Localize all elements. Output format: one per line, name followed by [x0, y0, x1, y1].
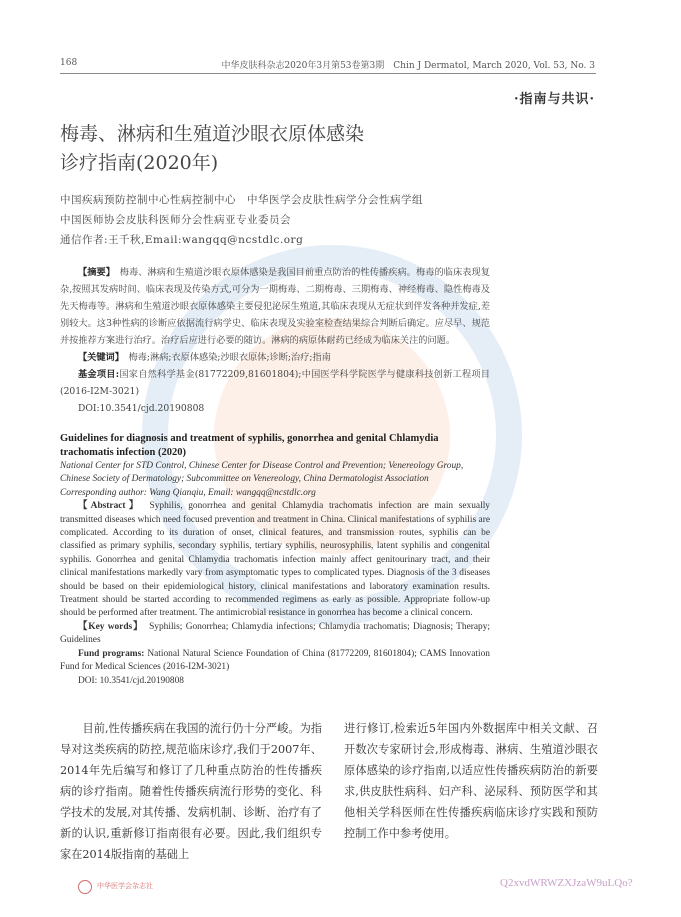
en-affiliation: National Center for STD Control, Chinese Center for Disease Control and Prevention; Venereology Group, Chinese Society of Dermatology; Subcommittee on Venereology, China Dermatologist Association — [60, 461, 464, 485]
cn-keywords-text: 梅毒;淋病;衣原体感染;沙眼衣原体;诊断;治疗;指南 — [119, 352, 331, 363]
header-rule — [60, 73, 596, 74]
en-section — [60, 432, 490, 688]
author-line-2: 中国医师协会皮肤科医师分会性病亚专业委员会 — [60, 214, 291, 226]
publisher-name: 中华医学会杂志社 — [97, 882, 153, 890]
corresponding-author: 通信作者:王千秋,Email:wangqq@ncstdlc.org — [60, 234, 304, 246]
cn-abstract — [60, 264, 490, 417]
en-title: Guidelines for diagnosis and treatment of syphilis, gonorrhea and genital Chlamydia trachomatis infection (2020) — [60, 433, 439, 458]
cn-doi: DOI:10.3541/cjd.20190808 — [78, 403, 205, 414]
cn-abstract-paragraph — [60, 264, 490, 349]
cn-keywords — [60, 349, 490, 366]
body-column-left: 目前,性传播疾病在我国的流行仍十分严峻。为指导对这类疾病的防控,规范临床诊疗,我们于2007年、2014年先后编写和修订了几种重点防治的性传播疾病的诊疗指南。随着性传播疾病流行形势的变化、科学技术的发展,对其传播、发病机制、诊断、治疗有了新的认识,重新修订指南很有必要。因此,我们组织专家在2014版指南的基础上 — [60, 722, 322, 861]
cn-keywords-label: 【关键词】 — [78, 352, 120, 363]
title-line-2: 诊疗指南(2020年) — [60, 152, 219, 174]
journal-header: 中华皮肤科杂志2020年3月第53卷第3期 Chin J Dermatol, March 2020, Vol. 53, No. 3 — [221, 61, 595, 71]
cn-fund — [60, 366, 490, 400]
en-fund-label: Fund programs: — [78, 648, 145, 659]
cn-fund-label: 基金项目: — [78, 369, 120, 380]
en-abstract-label: 【Abstract】 — [78, 501, 137, 512]
author-block — [60, 190, 600, 250]
section-tag: ·指南与共识· — [513, 92, 595, 107]
cn-fund-text: 国家自然科学基金(81772209,81601804);中国医学科学院医学与健康科技创新工程项目(2016-I2M-3021) — [60, 369, 490, 397]
body-column-right: 进行修订,检索近5年国内外数据库中相关文献、召开数次专家研讨会,形成梅毒、淋病、生殖道沙眼衣原体感染的诊疗指南,以适应性传播疾病防治的新要求,供皮肤性病科、妇产科、泌尿科、预防医学和其他相关学科医师在性传播疾病临床诊疗实践和预防控制工作中参考使用。 — [344, 722, 598, 840]
cn-abstract-text: 梅毒、淋病和生殖道沙眼衣原体感染是我国目前重点防治的性传播疾病。梅毒的临床表现复杂,按照其发病时间、临床表现及传染方式,可分为一期梅毒、二期梅毒、三期梅毒、神经梅毒、隐性梅毒及先天梅毒等。淋病和生殖道沙眼衣原体感染主要侵犯泌尿生殖道,其临床表现从无症状到伴发各种并发症,差别较大。这3种性病的诊断应依据流行病学史、临床表现及实验室检查结果综合判断后确定。应尽早、规范并按推荐方案进行治疗。治疗后应进行必要的随访。淋病的病原体耐药已经成为临床关注的问题。 — [60, 267, 490, 346]
en-doi: DOI: 10.3541/cjd.20190808 — [78, 675, 184, 686]
en-abstract — [60, 500, 490, 621]
author-line-1: 中国疾病预防控制中心性病控制中心 中华医学会皮肤性病学分会性病学组 — [60, 194, 423, 206]
en-keywords — [60, 621, 490, 648]
cn-abstract-label: 【摘要】 — [78, 267, 111, 278]
title-line-1: 梅毒、淋病和生殖道沙眼衣原体感染 — [60, 123, 365, 145]
en-corresponding-author: Corresponding author: Wang Qianqiu, Email: wangqq@ncstdlc.org — [60, 487, 316, 498]
en-fund-text: National Natural Science Foundation of China (81772209, 81601804); CAMS Innovation Fund for Medical Sciences (2016-I2M-3021) — [60, 648, 490, 673]
en-keywords-label: 【Key words】 — [78, 621, 139, 632]
publisher-logo-icon — [78, 880, 92, 894]
footer-code: Q2xvdWRWZXJzaW9uLQo? — [500, 877, 633, 889]
article-title — [60, 120, 364, 178]
en-abstract-text: Syphilis, gonorrhea and genital Chlamydia trachomatis infection are main sexually transmitted diseases which need focused prevention and treatment in China. Clinical manifestations of syphilis are complicated. According to its duration of onset, clinical features, and transmission routes, syphilis can be classified as primary syphilis, secondary syphilis, tertiary syphilis, neurosyphilis, latent syphilis and congenital syphilis. Gonorrhea and genital Chlamydia trachomatis infection mainly affect genitourinary tract, and their clinical manifestations markedly vary from asymptomatic types to complicated types. Diagnosis of the 3 diseases should be based on their epidemiological history, clinical manifestations and laboratory examination results. Treatment should be started according to recommended regimens as early as possible. Appropriate follow-up should be performed after treatment. The antimicrobial resistance in gonorrhea has become a clinical concern. — [60, 501, 490, 619]
en-keywords-text: Syphilis; Gonorrhea; Chlamydia infections; Chlamydia trachomatis; Diagnosis; Therapy; Guidelines — [60, 621, 491, 646]
page-number: 168 — [60, 58, 78, 68]
en-fund — [60, 648, 490, 675]
